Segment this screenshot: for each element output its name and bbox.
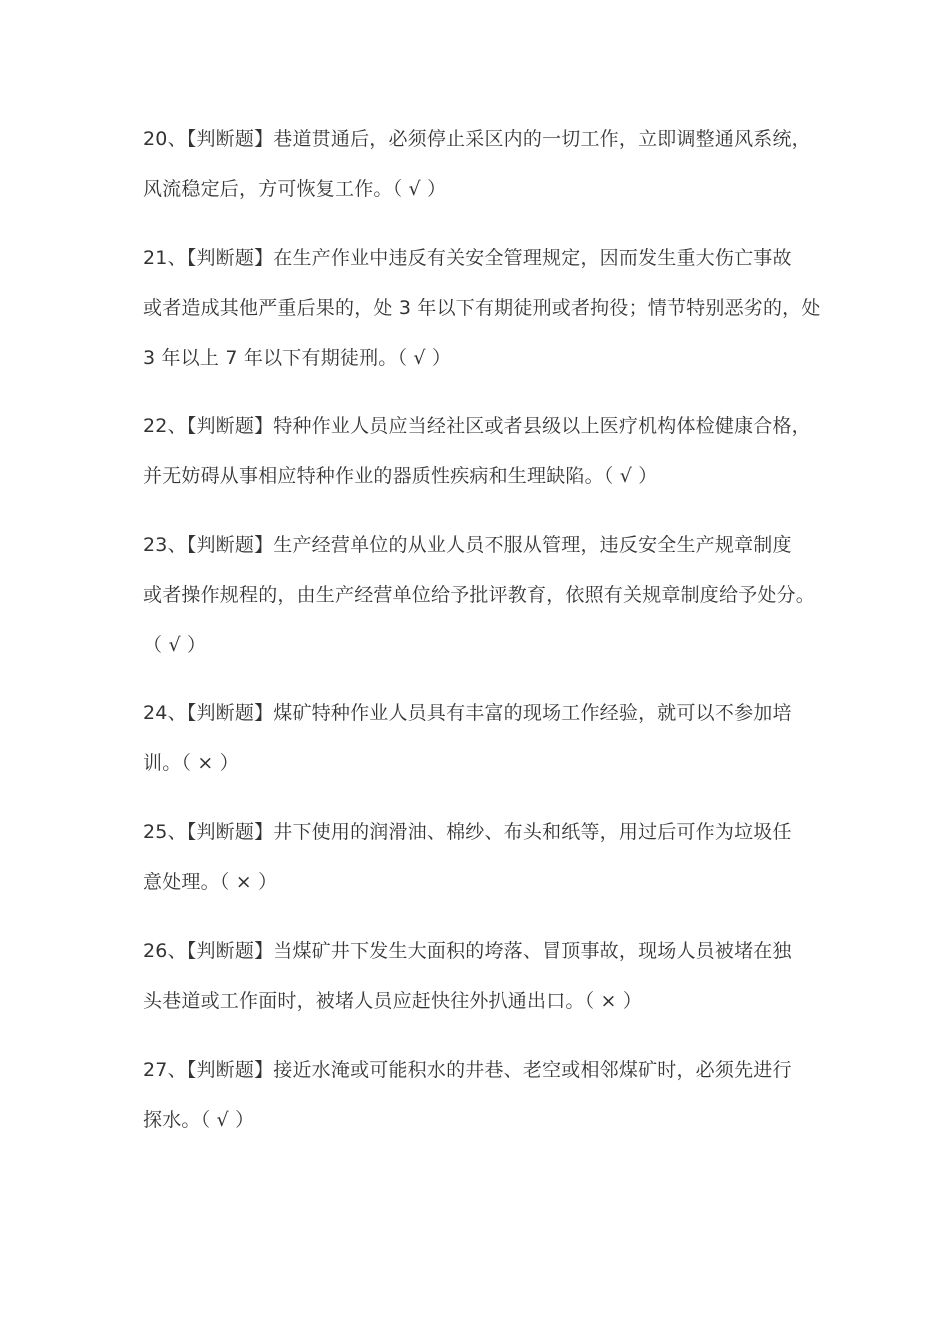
question-line: 23、【判断题】生产经营单位的从业人员不服从管理，违反安全生产规章制度	[143, 534, 792, 556]
question-21	[143, 243, 823, 393]
question-23	[143, 530, 823, 680]
question-line: 26、【判断题】当煤矿井下发生大面积的垮落、冒顶事故，现场人员被堵在独	[143, 940, 792, 962]
question-line: 27、【判断题】接近水淹或可能积水的井巷、老空或相邻煤矿时，必须先进行	[143, 1059, 792, 1081]
question-line: 并无妨碍从事相应特种作业的器质性疾病和生理缺陷。（ √ ）	[143, 465, 658, 487]
question-20	[143, 124, 823, 224]
question-25	[143, 817, 823, 917]
question-line: 22、【判断题】特种作业人员应当经社区或者县级以上医疗机构体检健康合格，	[143, 415, 811, 437]
question-line: 探水。（ √ ）	[143, 1109, 255, 1131]
question-line: 3 年以上 7 年以下有期徒刑。（ √ ）	[143, 347, 452, 369]
question-line: （ √ ）	[143, 634, 207, 656]
question-line: 头巷道或工作面时，被堵人员应赶快往外扒通出口。（ × ）	[143, 990, 643, 1012]
question-line: 21、【判断题】在生产作业中违反有关安全管理规定，因而发生重大伤亡事故	[143, 247, 792, 269]
question-26	[143, 936, 823, 1036]
question-line: 25、【判断题】井下使用的润滑油、棉纱、布头和纸等，用过后可作为垃圾任	[143, 821, 792, 843]
question-24	[143, 698, 823, 798]
question-line: 24、【判断题】煤矿特种作业人员具有丰富的现场工作经验，就可以不参加培	[143, 702, 792, 724]
question-line: 20、【判断题】巷道贯通后，必须停止采区内的一切工作，立即调整通风系统，	[143, 128, 811, 150]
question-line: 或者操作规程的，由生产经营单位给予批评教育，依照有关规章制度给予处分。	[143, 584, 816, 606]
question-22	[143, 411, 823, 511]
question-line: 意处理。（ × ）	[143, 871, 278, 893]
question-line: 或者造成其他严重后果的，处 3 年以下有期徒刑或者拘役；情节特别恶劣的，处	[143, 297, 821, 319]
question-line: 训。（ × ）	[143, 752, 239, 774]
question-27	[143, 1055, 823, 1155]
question-line: 风流稳定后，方可恢复工作。（ √ ）	[143, 178, 447, 200]
